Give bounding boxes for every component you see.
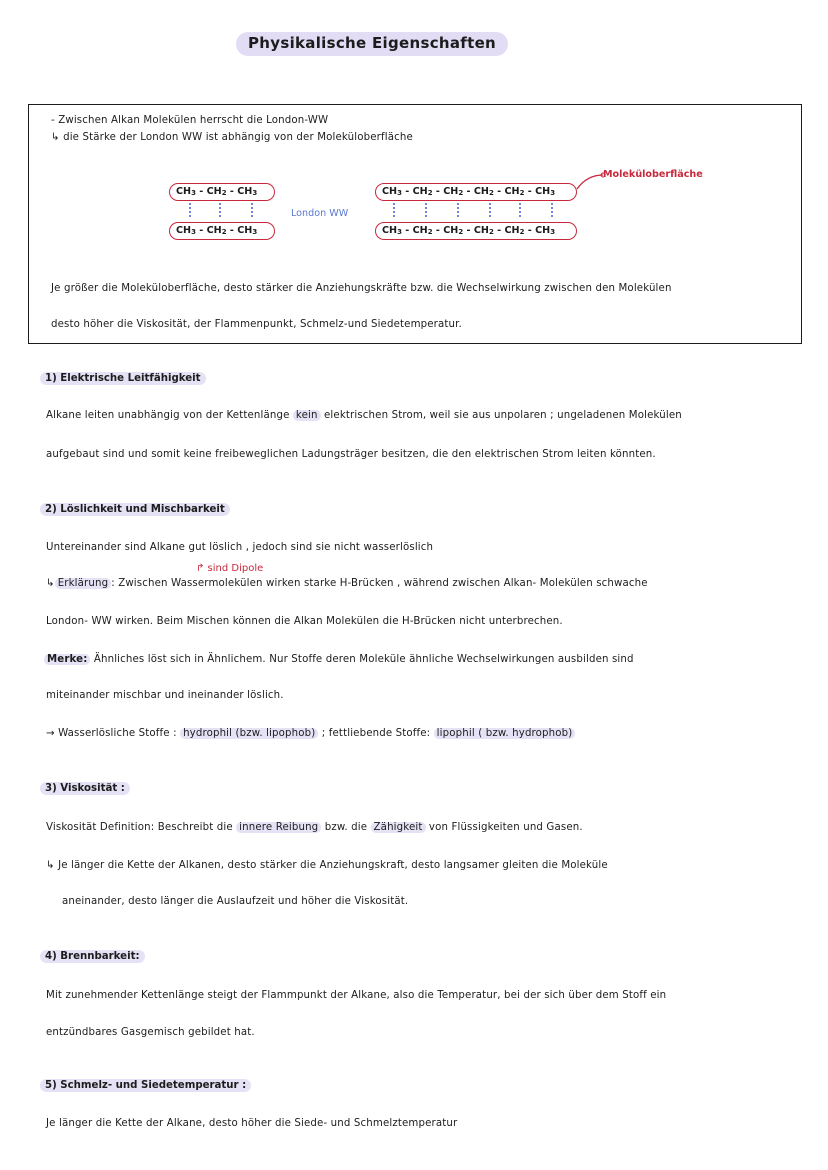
- keyword-highlight: innere Reibung: [236, 822, 321, 833]
- interaction-dots: [189, 203, 191, 217]
- s3-paragraph-3: aneinander, desto länger die Auslaufzeit und höher die Viskosität.: [62, 896, 409, 907]
- intro-line-1: - Zwischen Alkan Molekülen herrscht die London-WW: [51, 115, 329, 126]
- short-molecule-bottom: CH3 - CH2 - CH3: [169, 222, 275, 240]
- merke-label: Merke:: [44, 654, 90, 665]
- intro-line-2: ↳ die Stärke der London WW ist abhängig von der Moleküloberfläche: [51, 132, 413, 143]
- long-molecule-top: CH3 - CH2 - CH2 - CH2 - CH2 - CH3: [375, 183, 577, 201]
- s4-paragraph-1: Mit zunehmender Kettenlänge steigt der Flammpunkt der Alkane, also die Temperatur, bei der sich über dem Stoff ein: [46, 990, 667, 1001]
- intro-box: [28, 104, 802, 344]
- s2-paragraph-2: ↳ Erklärung : Zwischen Wassermolekülen wirken starke H-Brücken , während zwischen Alkan- Molekülen schwache: [46, 578, 648, 589]
- section-heading-3: 3) Viskosität :: [40, 782, 130, 795]
- s3-paragraph-2: ↳ Je länger die Kette der Alkanen, desto stärker die Anziehungskraft, desto langsamer gleiten die Moleküle: [46, 860, 608, 871]
- interaction-dots: [551, 203, 553, 217]
- interaction-dots: [219, 203, 221, 217]
- atom-group: CH2: [206, 186, 227, 197]
- section-heading-5: 5) Schmelz- und Siedetemperatur :: [40, 1079, 251, 1092]
- atom-group: CH3: [237, 186, 258, 197]
- interaction-dots: [519, 203, 521, 217]
- s2-merke: Merke: Ähnliches löst sich in Ähnlichem. Nur Stoffe deren Moleküle ähnliche Wechselwirkungen ausbilden sind: [44, 654, 634, 665]
- interaction-dots: [457, 203, 459, 217]
- keyword-highlight: kein: [293, 410, 321, 421]
- s2-paragraph-5: → Wasserlösliche Stoffe : hydrophil (bzw. lipophob) ; fettliebende Stoffe: lipophil ( bzw. hydrophob): [46, 728, 575, 739]
- london-ww-label: London WW: [291, 208, 349, 219]
- section-heading-4: 4) Brennbarkeit:: [40, 950, 145, 963]
- keyword-highlight: lipophil ( bzw. hydrophob): [434, 728, 576, 739]
- s2-paragraph-3: London- WW wirken. Beim Mischen können die Alkan Molekülen die H-Brücken nicht unterbrechen.: [46, 616, 563, 627]
- intro-conclusion-1: Je größer die Moleküloberfläche, desto stärker die Anziehungskräfte bzw. die Wechselwirkung zwischen den Molekülen: [51, 283, 672, 294]
- long-molecule-bottom: CH3 - CH2 - CH2 - CH2 - CH2 - CH3: [375, 222, 577, 240]
- section-heading-2: 2) Löslichkeit und Mischbarkeit: [40, 503, 230, 516]
- short-molecule-top: CH3 - CH2 - CH3: [169, 183, 275, 201]
- s5-paragraph-1: Je länger die Kette der Alkane, desto höher die Siede- und Schmelztemperatur: [46, 1118, 458, 1129]
- page-title: Physikalische Eigenschaften: [236, 32, 508, 56]
- section-heading-1: 1) Elektrische Leitfähigkeit: [40, 372, 206, 385]
- s3-paragraph-1: Viskosität Definition: Beschreibt die innere Reibung bzw. die Zähigkeit von Flüssigkeiten und Gasen.: [46, 822, 583, 833]
- interaction-dots: [251, 203, 253, 217]
- atom-group: CH3: [176, 186, 196, 197]
- interaction-dots: [425, 203, 427, 217]
- dipole-annotation: ↱ sind Dipole: [196, 563, 264, 574]
- s4-paragraph-2: entzündbares Gasgemisch gebildet hat.: [46, 1027, 255, 1038]
- s2-merke-2: miteinander mischbar und ineinander löslich.: [46, 690, 284, 701]
- intro-conclusion-2: desto höher die Viskosität, der Flammenpunkt, Schmelz-und Siedetemperatur.: [51, 319, 462, 330]
- interaction-dots: [393, 203, 395, 217]
- s1-paragraph-1: Alkane leiten unabhängig von der Kettenlänge kein elektrischen Strom, weil sie aus unpolaren ; ungeladenen Molekülen: [46, 410, 682, 421]
- interaction-dots: [489, 203, 491, 217]
- surface-label: Moleküloberfläche: [603, 169, 703, 180]
- keyword-highlight: Zähigkeit: [371, 822, 426, 833]
- s1-paragraph-2: aufgebaut sind und somit keine freibeweglichen Ladungsträger besitzen, die den elektrischen Strom leiten könnten.: [46, 449, 656, 460]
- pointer-arrow-icon: [575, 169, 605, 191]
- s2-paragraph-1: Untereinander sind Alkane gut löslich , jedoch sind sie nicht wasserlöslich: [46, 542, 434, 553]
- keyword-highlight: hydrophil (bzw. lipophob): [180, 728, 318, 739]
- keyword-highlight: Erklärung: [55, 578, 112, 589]
